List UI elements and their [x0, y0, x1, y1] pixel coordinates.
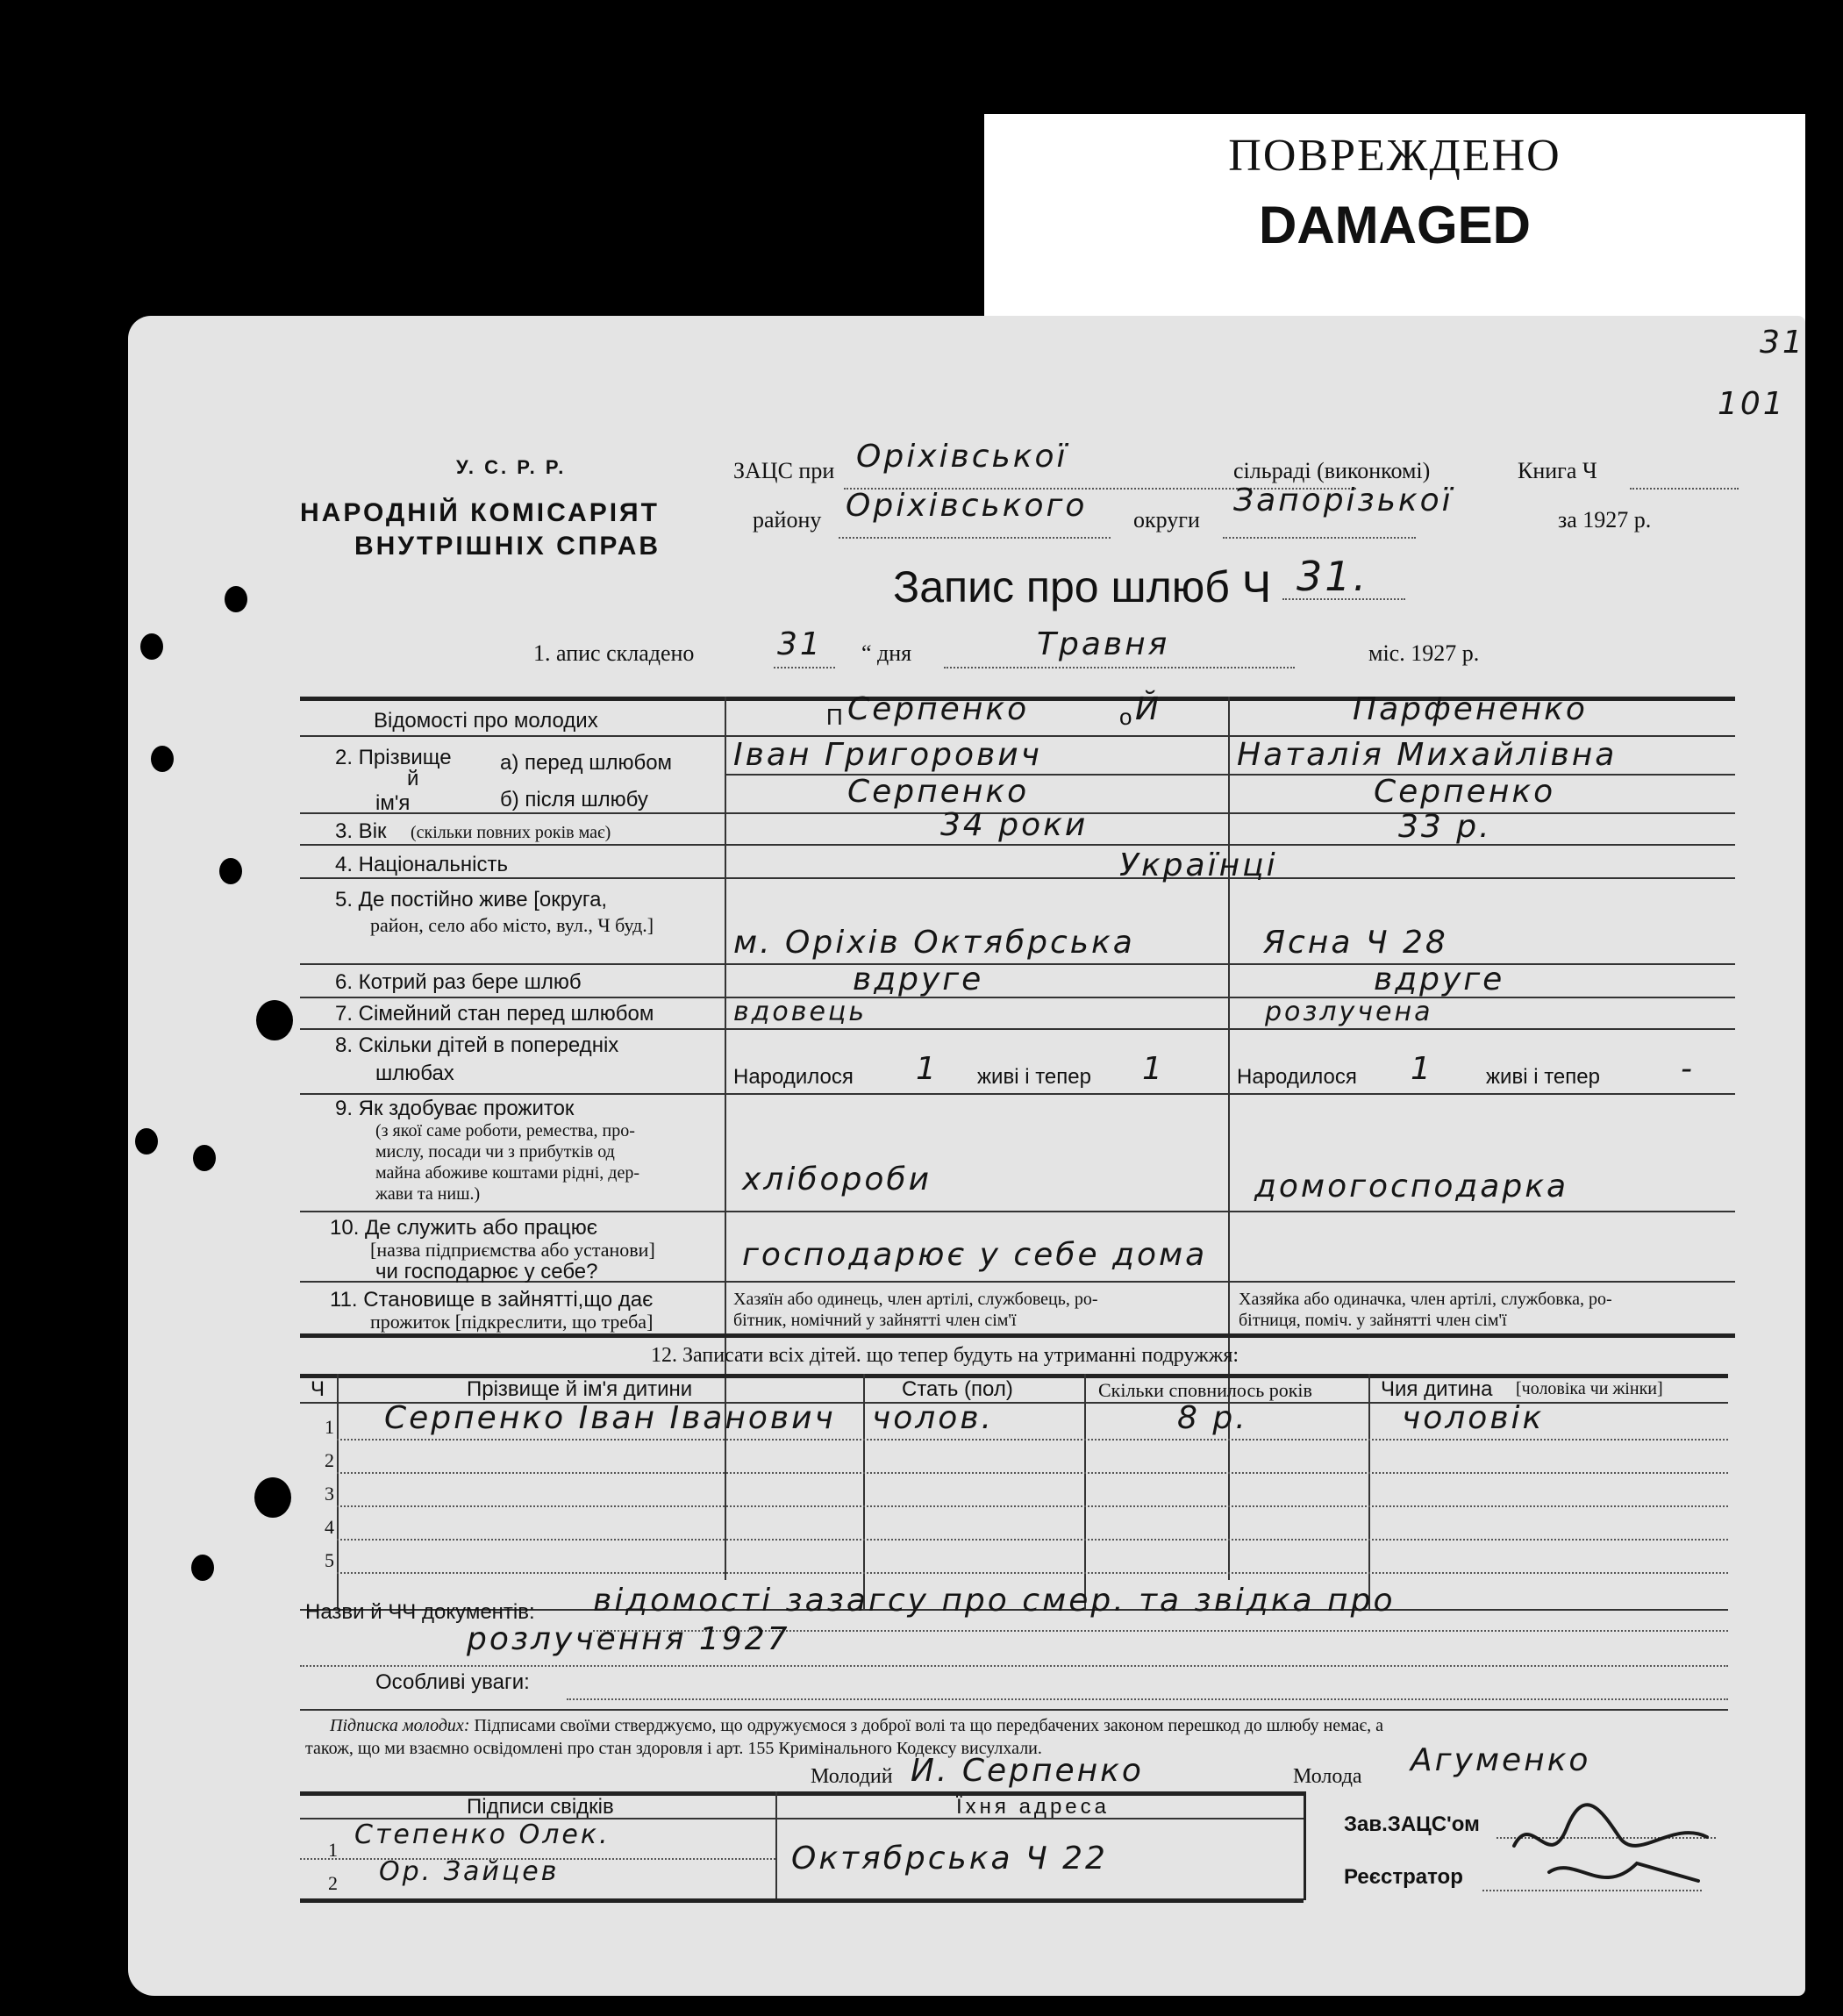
witnesses-col-address: Їхня адреса — [956, 1795, 1110, 1819]
punch-hole — [256, 1000, 293, 1040]
children-col-num: Ч — [311, 1377, 325, 1401]
damaged-stamp-en: DAMAGED — [1259, 196, 1531, 254]
row2-before-label: а) перед шлюбом — [500, 751, 673, 775]
child-row-1-whose: чоловік — [1402, 1400, 1545, 1436]
row11-label-2: прожиток [підкреслити, що треба] — [370, 1311, 654, 1333]
witness-1-num: 1 — [328, 1839, 338, 1861]
row9-label-3: мислу, посади чи з прибутків од — [375, 1142, 615, 1162]
okrug-value: Запорізької — [1233, 483, 1454, 518]
groom-occupation-1: Хазяїн або одинець, член артілі, службовець, ро- — [733, 1290, 1098, 1309]
groom-status: вдовець — [733, 997, 868, 1027]
bride-times: вдруге — [1374, 962, 1505, 997]
bride-living: домогосподарка — [1254, 1169, 1569, 1205]
year-label: за 1927 р. — [1558, 507, 1652, 533]
bride-signature: Агуменко — [1411, 1742, 1591, 1778]
row9-label-2: (з якої саме роботи, ремества, про- — [375, 1121, 635, 1140]
okrug-prefix: округи — [1133, 507, 1200, 533]
groom-times: вдруге — [853, 962, 984, 997]
bride-occupation-2: бітниця, поміч. у зайнятті член сім'ї — [1239, 1311, 1507, 1330]
zags-head-label: Зав.ЗАЦС'ом — [1344, 1812, 1480, 1836]
record-number: 31. — [1297, 553, 1369, 600]
punch-hole — [135, 1128, 158, 1155]
child-row-1-num: 1 — [325, 1416, 334, 1438]
row11-label-1: 11. Становище в зайнятті,що дає — [330, 1288, 654, 1312]
row2-label: 2. Прізвище — [335, 746, 452, 769]
zags-value: Оріхівської — [856, 439, 1068, 475]
children-col-sex: Стать (пол) — [902, 1377, 1013, 1401]
entry-day: 31 — [777, 626, 823, 662]
table-head-mid-extra: Й — [1135, 691, 1161, 727]
marriage-record-sheet — [128, 316, 1805, 1996]
punch-hole — [219, 858, 242, 884]
registrar-label: Реєстратор — [1344, 1865, 1463, 1889]
entry-day-label: “ дня — [861, 640, 912, 666]
punch-hole — [225, 586, 247, 612]
row2-name: ім'я — [375, 791, 411, 815]
groom-name-before: Іван Григорович — [733, 737, 1042, 773]
zags-prefix: ЗАЦС при — [733, 458, 835, 483]
groom-name-after: Серпенко — [847, 774, 1030, 810]
row10-label-2: [назва підприємства або установи] — [370, 1239, 655, 1261]
bride-name-before: Наталія Михайлівна — [1237, 737, 1618, 773]
row5-label-2: район, село або місто, вул., Ч буд.] — [370, 914, 654, 936]
child-row-5-num: 5 — [325, 1549, 334, 1571]
bride-sign-label: Молода — [1293, 1765, 1362, 1788]
child-row-1-name: Серпенко Іван Іванович — [384, 1400, 836, 1436]
groom-occupation-2: бітник, номічний у зайнятті член сім'ї — [733, 1311, 1017, 1330]
book-label: Книга Ч — [1518, 458, 1597, 483]
council-label: сільраді (виконкомі) — [1233, 458, 1431, 483]
bride-head-surname: Парфененко — [1353, 691, 1588, 727]
row10-label-1: 10. Де служить або працює — [330, 1216, 597, 1240]
documents-line-2: розлучення 1927 — [467, 1621, 790, 1657]
bride-name-after: Серпенко — [1374, 774, 1556, 810]
declaration-line-2: також, що ми взаємно освідомлені про стан здоровля і арт. 155 Кримінального Кодексу висулхали. — [305, 1739, 1042, 1758]
witness-2-signature: Ор. Зайцев — [379, 1856, 560, 1887]
row10-label-3: чи господарює у себе? — [375, 1260, 598, 1283]
groom-head-surname: Серпенко — [847, 691, 1030, 727]
children-col-whose-note: [чоловіка чи жінки] — [1516, 1379, 1663, 1398]
child-row-1-sex: чолов. — [872, 1400, 994, 1436]
district-prefix: району — [753, 507, 822, 533]
row2-after-label: б) після шлюбу — [500, 788, 648, 811]
row6-label: 6. Котрий раз бере шлюб — [335, 970, 582, 994]
row9-label-5: жави та ниш.) — [375, 1184, 481, 1204]
documents-line-1: відомості зазагсу про смер. та звідка про — [593, 1583, 1396, 1619]
children-col-whose: Чия дитина — [1381, 1377, 1493, 1401]
punch-hole — [191, 1555, 214, 1581]
entry-prefix: 1. апис складено — [533, 640, 695, 666]
child-row-2-num: 2 — [325, 1449, 334, 1471]
row5-label-1: 5. Де постійно живе [округа, — [335, 888, 608, 911]
groom-age: 34 роки — [940, 807, 1089, 843]
bride-status: розлучена — [1265, 997, 1433, 1027]
witness-address: Октябрська Ч 22 — [791, 1841, 1108, 1877]
archive-number-bottom: 101 — [1718, 386, 1786, 422]
witness-2-num: 2 — [328, 1872, 338, 1894]
documents-label: Назви й ЧЧ документів: — [305, 1600, 535, 1624]
groom-born-label: Народилося — [733, 1065, 854, 1089]
row8-label-2: шлюбах — [375, 1062, 454, 1085]
groom-alive: 1 — [1142, 1051, 1165, 1087]
child-row-4-num: 4 — [325, 1516, 334, 1538]
witnesses-col-signatures: Підписи свідків — [467, 1795, 614, 1819]
groom-alive-label: живі і тепер — [977, 1065, 1091, 1089]
bride-born-label: Народилося — [1237, 1065, 1357, 1089]
record-title: Запис про шлюб Ч — [893, 562, 1272, 611]
table-head-mid-prefix: П — [826, 704, 843, 730]
row2-and: й — [407, 767, 419, 790]
row4-label: 4. Національність — [335, 853, 508, 876]
registrar-signature-mark — [1497, 1776, 1742, 1907]
children-col-age: Скільки сповнилось років — [1098, 1379, 1312, 1401]
damaged-stamp — [984, 114, 1805, 333]
archive-number-top: 31 — [1760, 325, 1805, 361]
groom-sign-label: Молодий — [811, 1765, 893, 1788]
row8-label-1: 8. Скільки дітей в попередніх — [335, 1033, 619, 1057]
bride-address: Ясна Ч 28 — [1263, 925, 1448, 961]
table-head-left: Відомості про молодих — [374, 709, 598, 733]
child-row-1-age: 8 р. — [1177, 1400, 1248, 1436]
nationality: Українці — [1119, 847, 1278, 883]
declaration-line-1 — [330, 1716, 1383, 1736]
district-value: Оріхівського — [846, 488, 1088, 524]
bride-occupation-1: Хазяйка або одиначка, член артілі, службовка, ро- — [1239, 1290, 1612, 1309]
declaration-lead: Підписка молодих: — [330, 1716, 470, 1735]
table-head-mid-suffix: о — [1119, 704, 1132, 730]
punch-hole — [140, 633, 163, 660]
row9-label-1: 9. Як здобуває прожиток — [335, 1097, 575, 1120]
declaration-text-1: Підписами своїми стверджуємо, що одружуємося з доброї волі та що передбачених законом перешкод до шлюбу немає, а — [474, 1716, 1383, 1735]
punch-hole — [151, 746, 174, 772]
children-col-name: Прізвище й ім'я дитини — [467, 1377, 693, 1401]
child-row-3-num: 3 — [325, 1483, 334, 1505]
punch-hole — [254, 1477, 291, 1518]
bride-age: 33 р. — [1398, 809, 1492, 845]
bride-alive: - — [1681, 1051, 1695, 1087]
bride-alive-label: живі і тепер — [1486, 1065, 1600, 1089]
punch-hole — [193, 1145, 216, 1171]
row3-note: (скільки повних років має) — [411, 823, 611, 842]
entry-suffix: міс. 1927 р. — [1368, 640, 1480, 666]
entry-month: Травня — [1037, 626, 1170, 662]
groom-signature: И. Серпенко — [911, 1753, 1144, 1789]
row3-label: 3. Вік — [335, 819, 387, 843]
bride-born: 1 — [1411, 1051, 1433, 1087]
row9-label-4: майна абоживе коштами рідні, дер- — [375, 1163, 639, 1183]
children-title: 12. Записати всіх дітей. що тепер будуть на утриманні подружжя: — [651, 1344, 1239, 1367]
groom-born: 1 — [916, 1051, 939, 1087]
groom-living: хлібороби — [742, 1162, 932, 1197]
groom-workplace: господарює у себе дома — [742, 1237, 1208, 1273]
ussr-header: У. С. Р. Р. — [456, 456, 567, 478]
commissariat-line-1: НАРОДНІЙ КОМІСАРІЯТ — [300, 498, 660, 527]
notes-label: Особливі уваги: — [375, 1670, 530, 1694]
row7-label: 7. Сімейний стан перед шлюбом — [335, 1002, 654, 1026]
damaged-stamp-ru: ПОВРЕЖДЕНО — [1228, 131, 1561, 181]
witness-1-signature: Степенко Олек. — [354, 1819, 611, 1850]
groom-address: м. Оріхів Октябрська — [733, 925, 1135, 961]
commissariat-line-2: ВНУТРІШНІХ СПРАВ — [354, 532, 661, 561]
